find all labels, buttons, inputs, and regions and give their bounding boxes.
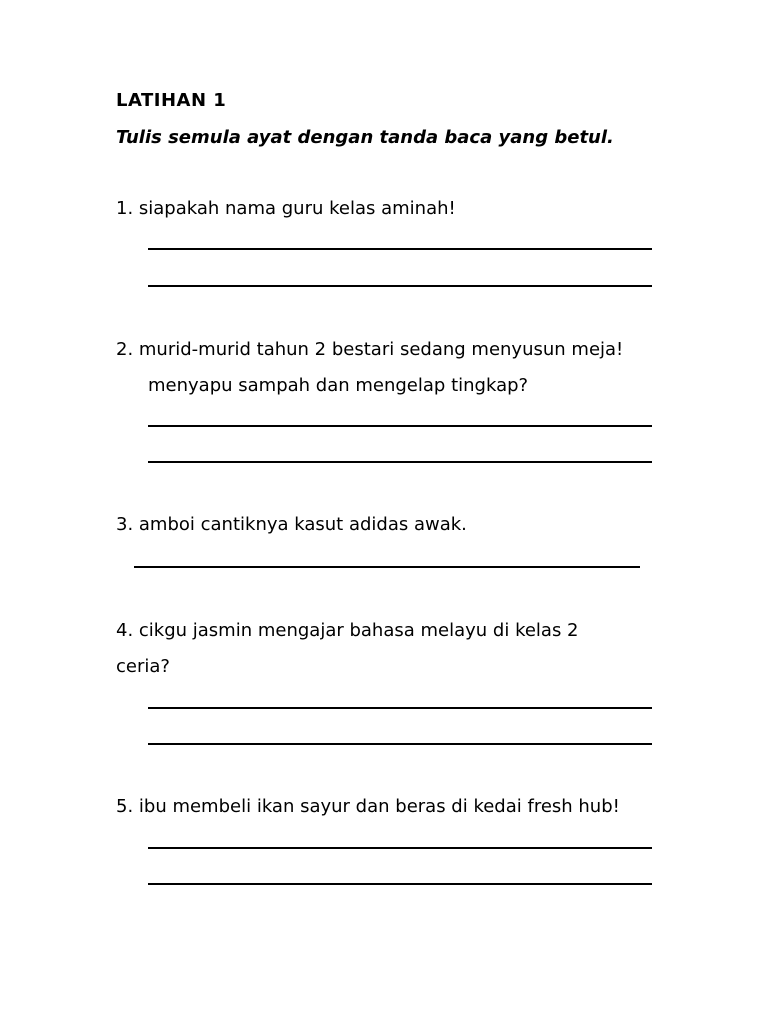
question-2-answer-line-2[interactable]	[148, 461, 652, 463]
question-4-text-line-1: 4. cikgu jasmin mengajar bahasa melayu di kelas 2	[116, 620, 579, 641]
question-3-text: 3. amboi cantiknya kasut adidas awak.	[116, 514, 467, 535]
question-3-answer-line-1[interactable]	[134, 566, 640, 568]
question-2-text-line-2: menyapu sampah dan mengelap tingkap?	[148, 375, 529, 396]
worksheet-instruction: Tulis semula ayat dengan tanda baca yang betul.	[116, 127, 614, 148]
question-2-answer-line-1[interactable]	[148, 425, 652, 427]
question-1-text: 1. siapakah nama guru kelas aminah!	[116, 198, 456, 219]
question-1-answer-line-2[interactable]	[148, 285, 652, 287]
question-5-answer-line-2[interactable]	[148, 883, 652, 885]
question-4-answer-line-2[interactable]	[148, 743, 652, 745]
worksheet-title: LATIHAN 1	[116, 90, 227, 111]
question-2-text-line-1: 2. murid-murid tahun 2 bestari sedang menyusun meja!	[116, 339, 624, 360]
question-4-answer-line-1[interactable]	[148, 707, 652, 709]
question-4-text-line-2: ceria?	[116, 656, 170, 677]
question-5-text: 5. ibu membeli ikan sayur dan beras di kedai fresh hub!	[116, 796, 620, 817]
question-1-answer-line-1[interactable]	[148, 248, 652, 250]
question-5-answer-line-1[interactable]	[148, 847, 652, 849]
